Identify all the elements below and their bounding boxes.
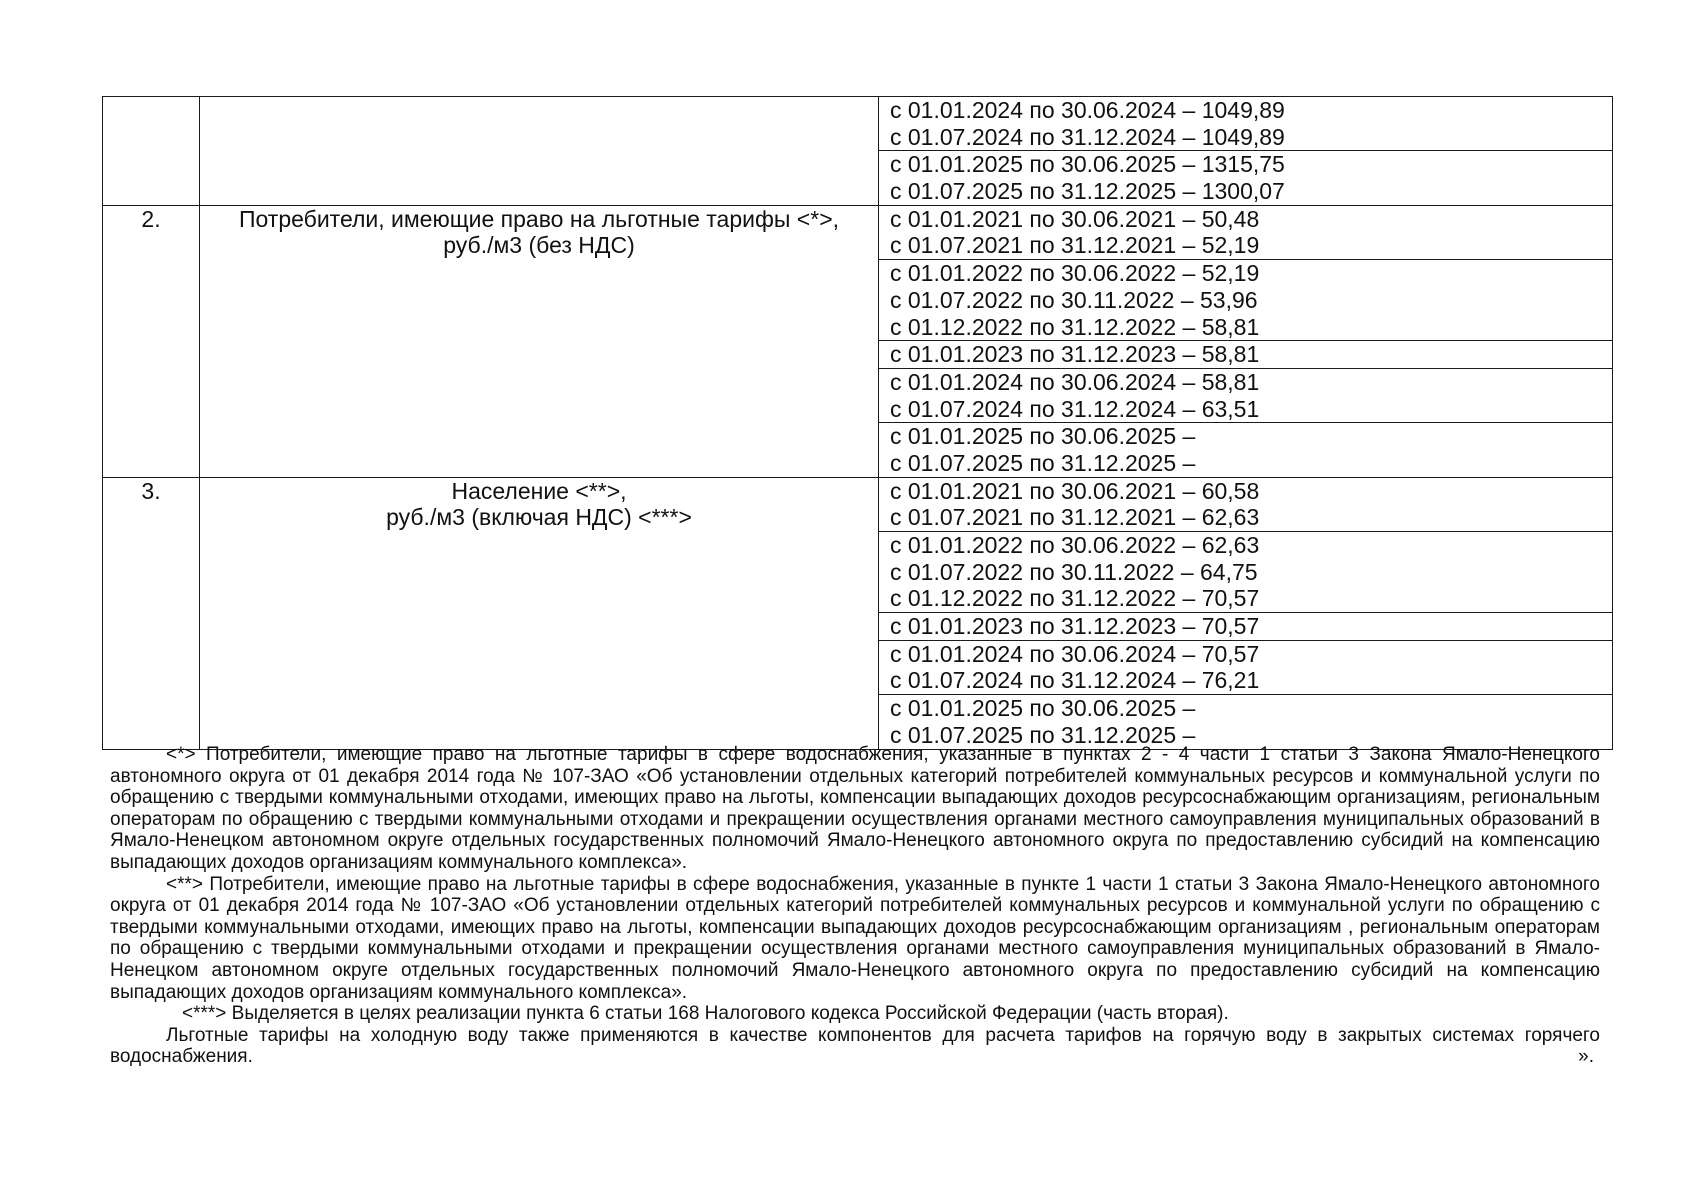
tariff-period-line: с 01.12.2022 по 31.12.2022 – 70,57: [890, 585, 1260, 612]
tariff-table: [102, 96, 1613, 750]
tariff-period-line: с 01.01.2025 по 30.06.2025 – 1315,75: [890, 151, 1285, 178]
tariff-period-line: с 01.01.2022 по 30.06.2022 – 62,63: [890, 532, 1260, 558]
tariff-period-cell: [879, 260, 1613, 341]
tariff-period-cell: [879, 368, 1613, 422]
tariff-period-line: с 01.01.2023 по 31.12.2023 – 70,57: [890, 613, 1260, 640]
tariff-period-cell: [879, 640, 1613, 694]
table-row: [103, 477, 1613, 531]
row-number: 3.: [141, 477, 161, 504]
footnote-double-asterisk: <**> Потребители, имеющие право на льготные тарифы в сфере водоснабжения, указанные в пункте 1 части 1 статьи 3 Закона Ямало-Ненецкого автономного округа от 01 декабря 2014 года № 107-ЗАО «Об установлении отдельных категорий потребителей коммунальных ресурсов и коммунальной услуги по обращению с твердыми коммунальными отходами, имеющих право на льготы, компенсации выпадающих доходов ресурсоснабжающим организациям , региональным операторам по обращению с твердыми коммунальными отходами и прекращении осуществления органами местного самоуправления муниципальных образований в Ямало-Ненецком автономном округе отдельных государственных полномочий Ямало-Ненецкого автономного округа по предоставлению субсидий на компенсацию выпадающих доходов организациям коммунального комплекса».: [110, 873, 1600, 1003]
tariff-period-line: с 01.01.2024 по 30.06.2024 – 1049,89: [890, 97, 1285, 123]
row-number-cell: [103, 477, 200, 749]
consumer-category-line: Население <**>,: [451, 477, 627, 504]
tariff-period-cell: [879, 205, 1613, 259]
consumer-category-line: Потребители, имеющие право на льготные тарифы <*>,: [238, 205, 840, 232]
tariff-period-cell: [879, 151, 1613, 205]
tariff-period-line: с 01.07.2024 по 31.12.2024 – 76,21: [890, 667, 1260, 694]
footnote-single-asterisk: <*> Потребители, имеющие право на льготные тарифы в сфере водоснабжения, указанные в пунктах 2 - 4 части 1 статьи 3 Закона Ямало-Ненецкого автономного округа от 01 декабря 2014 года № 107-ЗАО «Об установлении отдельных категорий потребителей коммунальных ресурсов и коммунальной услуги по обращению с твердыми коммунальными отходами, имеющих право на льготы, компенсации выпадающих доходов ресурсоснабжающим организациям, региональным операторам по обращению с твердыми коммунальными отходами и прекращении осуществления органами местного самоуправления муниципальных образований в Ямало-Ненецком автономном округе отдельных государственных полномочий Ямало-Ненецкого автономного округа по предоставлению субсидий на компенсацию выпадающих доходов организациям коммунального комплекса».: [110, 744, 1600, 873]
table-row: [103, 97, 1613, 151]
row-number-cell: [103, 205, 200, 477]
tariff-period-line: с 01.07.2024 по 31.12.2024 – 1049,89: [890, 123, 1285, 150]
tariff-period-line: с 01.01.2024 по 30.06.2024 – 70,57: [890, 640, 1260, 667]
table-row: [103, 205, 1613, 259]
tariff-period-line: с 01.01.2021 по 30.06.2021 – 60,58: [890, 477, 1260, 504]
tariff-period-cell: [879, 97, 1613, 151]
consumer-category-cell: [200, 97, 879, 206]
tariff-period-line: с 01.07.2025 по 31.12.2025 –: [890, 721, 1196, 748]
tariff-period-line: с 01.01.2025 по 30.06.2025 –: [890, 695, 1196, 722]
tariff-period-line: с 01.07.2022 по 30.11.2022 – 64,75: [890, 558, 1258, 585]
tariff-period-line: с 01.07.2022 по 30.11.2022 – 53,96: [890, 286, 1258, 313]
tariff-period-cell: [879, 477, 1613, 531]
tariff-period-line: с 01.07.2025 по 31.12.2025 –: [890, 449, 1196, 476]
footnote-triple-asterisk: <***> Выделяется в целях реализации пункта 6 статьи 168 Налогового кодекса Российской Федерации (часть вторая).: [182, 1003, 1229, 1025]
tariff-period-line: с 01.01.2021 по 30.06.2021 – 50,48: [890, 205, 1260, 232]
footnotes: [110, 744, 1600, 1068]
tariff-period-cell: [879, 423, 1613, 477]
tariff-period-cell: [879, 532, 1613, 613]
row-number-cell: [103, 97, 200, 206]
hot-water-note: Льготные тарифы на холодную воду также применяются в качестве компонентов для расчета тарифов на горячую воду в закрытых системах горячего водоснабжения.: [110, 1024, 1600, 1068]
tariff-period-line: с 01.07.2024 по 31.12.2024 – 63,51: [890, 395, 1260, 422]
tariff-period-line: с 01.01.2025 по 30.06.2025 –: [890, 423, 1196, 450]
consumer-category-cell: [200, 205, 879, 477]
consumer-category-cell: [200, 477, 879, 749]
tariff-period-cell: [879, 341, 1613, 369]
tariff-period-line: с 01.07.2025 по 31.12.2025 – 1300,07: [890, 178, 1285, 205]
tariff-period-line: с 01.01.2022 по 30.06.2022 – 52,19: [890, 260, 1260, 287]
row-number: [103, 97, 199, 124]
row-number: 2.: [141, 205, 161, 232]
consumer-category-line: руб./м3 (без НДС): [443, 232, 635, 259]
closing-quote: ».: [1578, 1046, 1594, 1068]
consumer-category-line: руб./м3 (включая НДС) <***>: [386, 504, 692, 531]
tariff-period-line: с 01.12.2022 по 31.12.2022 – 58,81: [890, 313, 1260, 340]
tariff-period-line: с 01.01.2023 по 31.12.2023 – 58,81: [890, 341, 1260, 368]
tariff-period-line: с 01.07.2021 по 31.12.2021 – 62,63: [890, 504, 1260, 531]
tariff-period-line: с 01.01.2024 по 30.06.2024 – 58,81: [890, 368, 1260, 395]
tariff-period-line: с 01.07.2021 по 31.12.2021 – 52,19: [890, 232, 1260, 259]
tariff-period-cell: [879, 695, 1613, 749]
tariff-period-cell: [879, 613, 1613, 641]
tariff-table-body: [103, 97, 1613, 750]
